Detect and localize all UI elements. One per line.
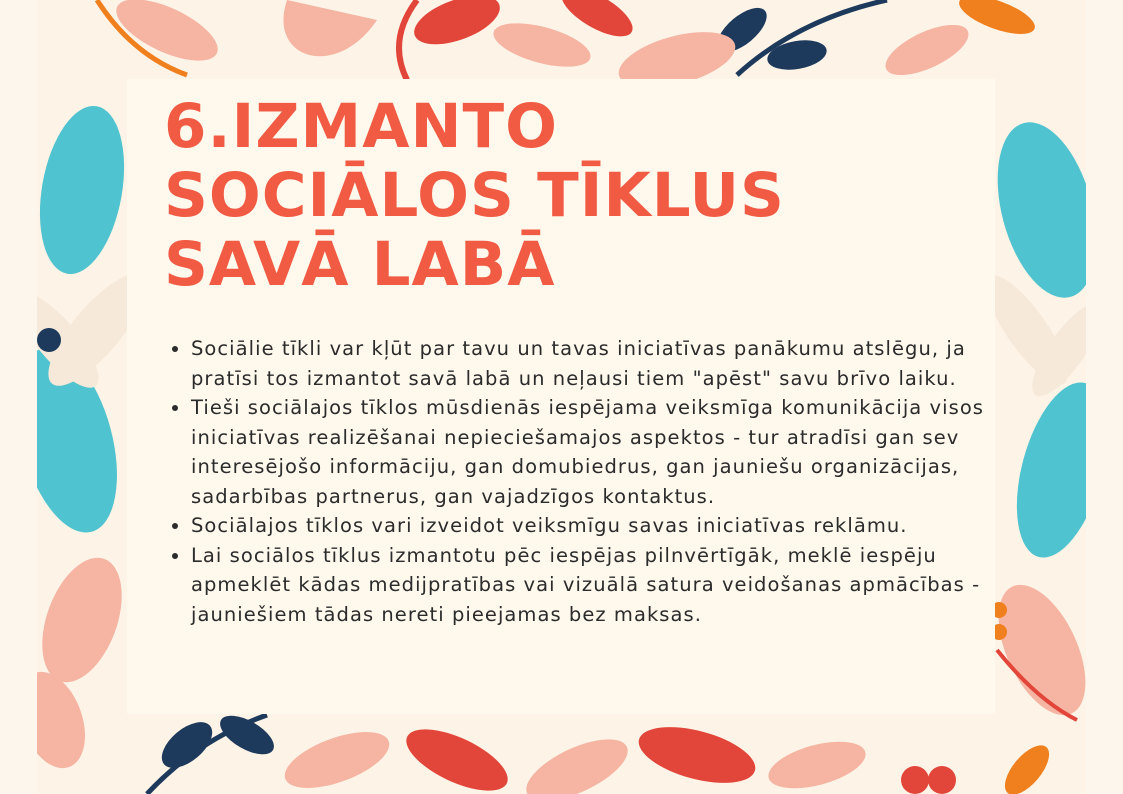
bullet-item: • Sociālajos tīklos vari izveidot veiksmīgu savas iniciatīvas reklāmu. [191,511,991,541]
title-line: 6.IZMANTO [164,91,558,162]
title-line: SAVĀ LABĀ [164,229,556,300]
page-title [164,92,964,299]
title-line: SOCIĀLOS TĪKLUS [164,160,785,231]
bullet-item: • Lai sociālos tīklus izmantotu pēc iespējas pilnvērtīgāk, meklē iespēju apmeklēt kādas medijpratības vai vizuālā satura veidošanas apmācības - jauniešiem tādas nereti pieejamas bez maksas. [191,541,991,630]
bottom-flowers [147,708,1057,794]
bullet-item: • Tieši sociālajos tīklos mūsdienās iespējama veiksmīga komunikācija visos iniciatīvas realizēšanai nepieciešamajos aspektos - tur atradīsi gan sev interesējošo informāciju, gan domubiedrus, gan jauniešu organizācijas, sadarbības partnerus, gan vajadzīgos kontaktus. [191,393,991,511]
bullet-list [164,334,991,629]
bullet-item: • Sociālie tīkli var kļūt par tavu un tavas iniciatīvas panākumu atslēgu, ja pratīsi tos izmantot savā labā un neļausi tiem "apēst" savu brīvo laiku. [191,334,991,393]
